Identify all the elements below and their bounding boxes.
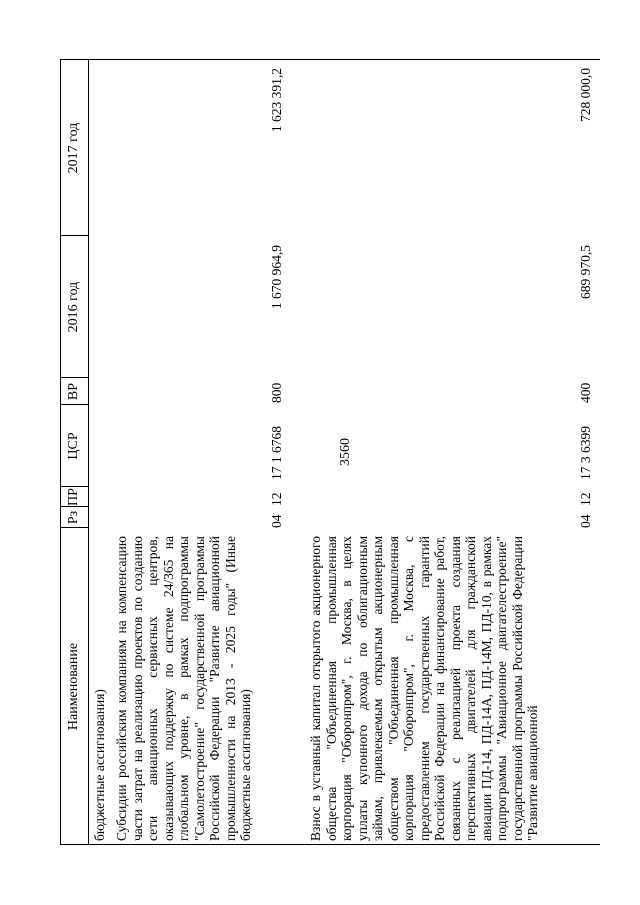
- table-row-1-name: Субсидии российским компаниям на компенсацию части затрат на реализацию проектов по созданию сети авиационных сервисных центров, оказывающих поддержку по системе 24/365 на глобальном уровне, в рамках подпрограммы "Самолетостроение" государственной программы Российской Федерации "Развитие авиационной промышленности на 2013 - 2025 годы" (Иные бюджетные ассигнования): [114, 536, 253, 841]
- header-rz: Рз: [66, 510, 81, 525]
- table-row-2-rz: 04: [578, 514, 593, 528]
- rotated-landscape-page: [60, 60, 600, 845]
- table-row-2-vr: 400: [578, 382, 593, 403]
- header-name: Наименование: [66, 642, 81, 731]
- header-csr: ЦСР: [66, 432, 81, 460]
- table-row-1-2016: 1 670 964,9: [269, 245, 284, 310]
- table-left-border: [60, 844, 600, 845]
- table-row-2-2017: 728 000,0: [578, 68, 593, 122]
- header-pr: ПР: [66, 488, 81, 506]
- table-row-2-name: Взнос в уставный капитал открытого акционерного общества "Объединенная промышленная корпорация "Оборонпром", г. Москва, в целях уплаты купонного дохода по облигационным займам, привлекаемым открытым акционерным обществом "Объединенная промышленная корпорация "Оборонпром", г. Москва, с предоставлением государственных гарантий Российской Федерации на финансирование работ, связанных с реализацией проекта создания перспективных двигателей для гражданской авиации ПД-14, ПД-14А, ПД-14М, ПД-10, в рамках подпрограммы "Авиационное двигателестроение" государственной программы Российской Федерации "Развитие авиационной: [308, 536, 540, 841]
- table-row-2-csr: 17 3 6399: [578, 426, 593, 480]
- table-row-0-name: бюджетные ассигнования): [92, 689, 107, 841]
- table-row-1-rz: 04: [269, 514, 284, 528]
- table-row-1-vr: 800: [269, 382, 284, 403]
- header-vr: ВР: [66, 382, 81, 401]
- table-row-1-csr: 17 1 6768: [269, 426, 284, 480]
- table-row-1-pr: 12: [269, 492, 284, 506]
- header-2017: 2017 год: [66, 122, 81, 174]
- header-bottom-border: [88, 60, 89, 845]
- table-right-border: [60, 59, 600, 60]
- table-row-2-2016: 689 970,5: [578, 245, 593, 299]
- table-row-1-2017: 1 623 391,2: [269, 68, 284, 133]
- page-number: 3560: [338, 438, 353, 466]
- table-row-2-pr: 12: [578, 492, 593, 506]
- header-2016: 2016 год: [66, 281, 81, 333]
